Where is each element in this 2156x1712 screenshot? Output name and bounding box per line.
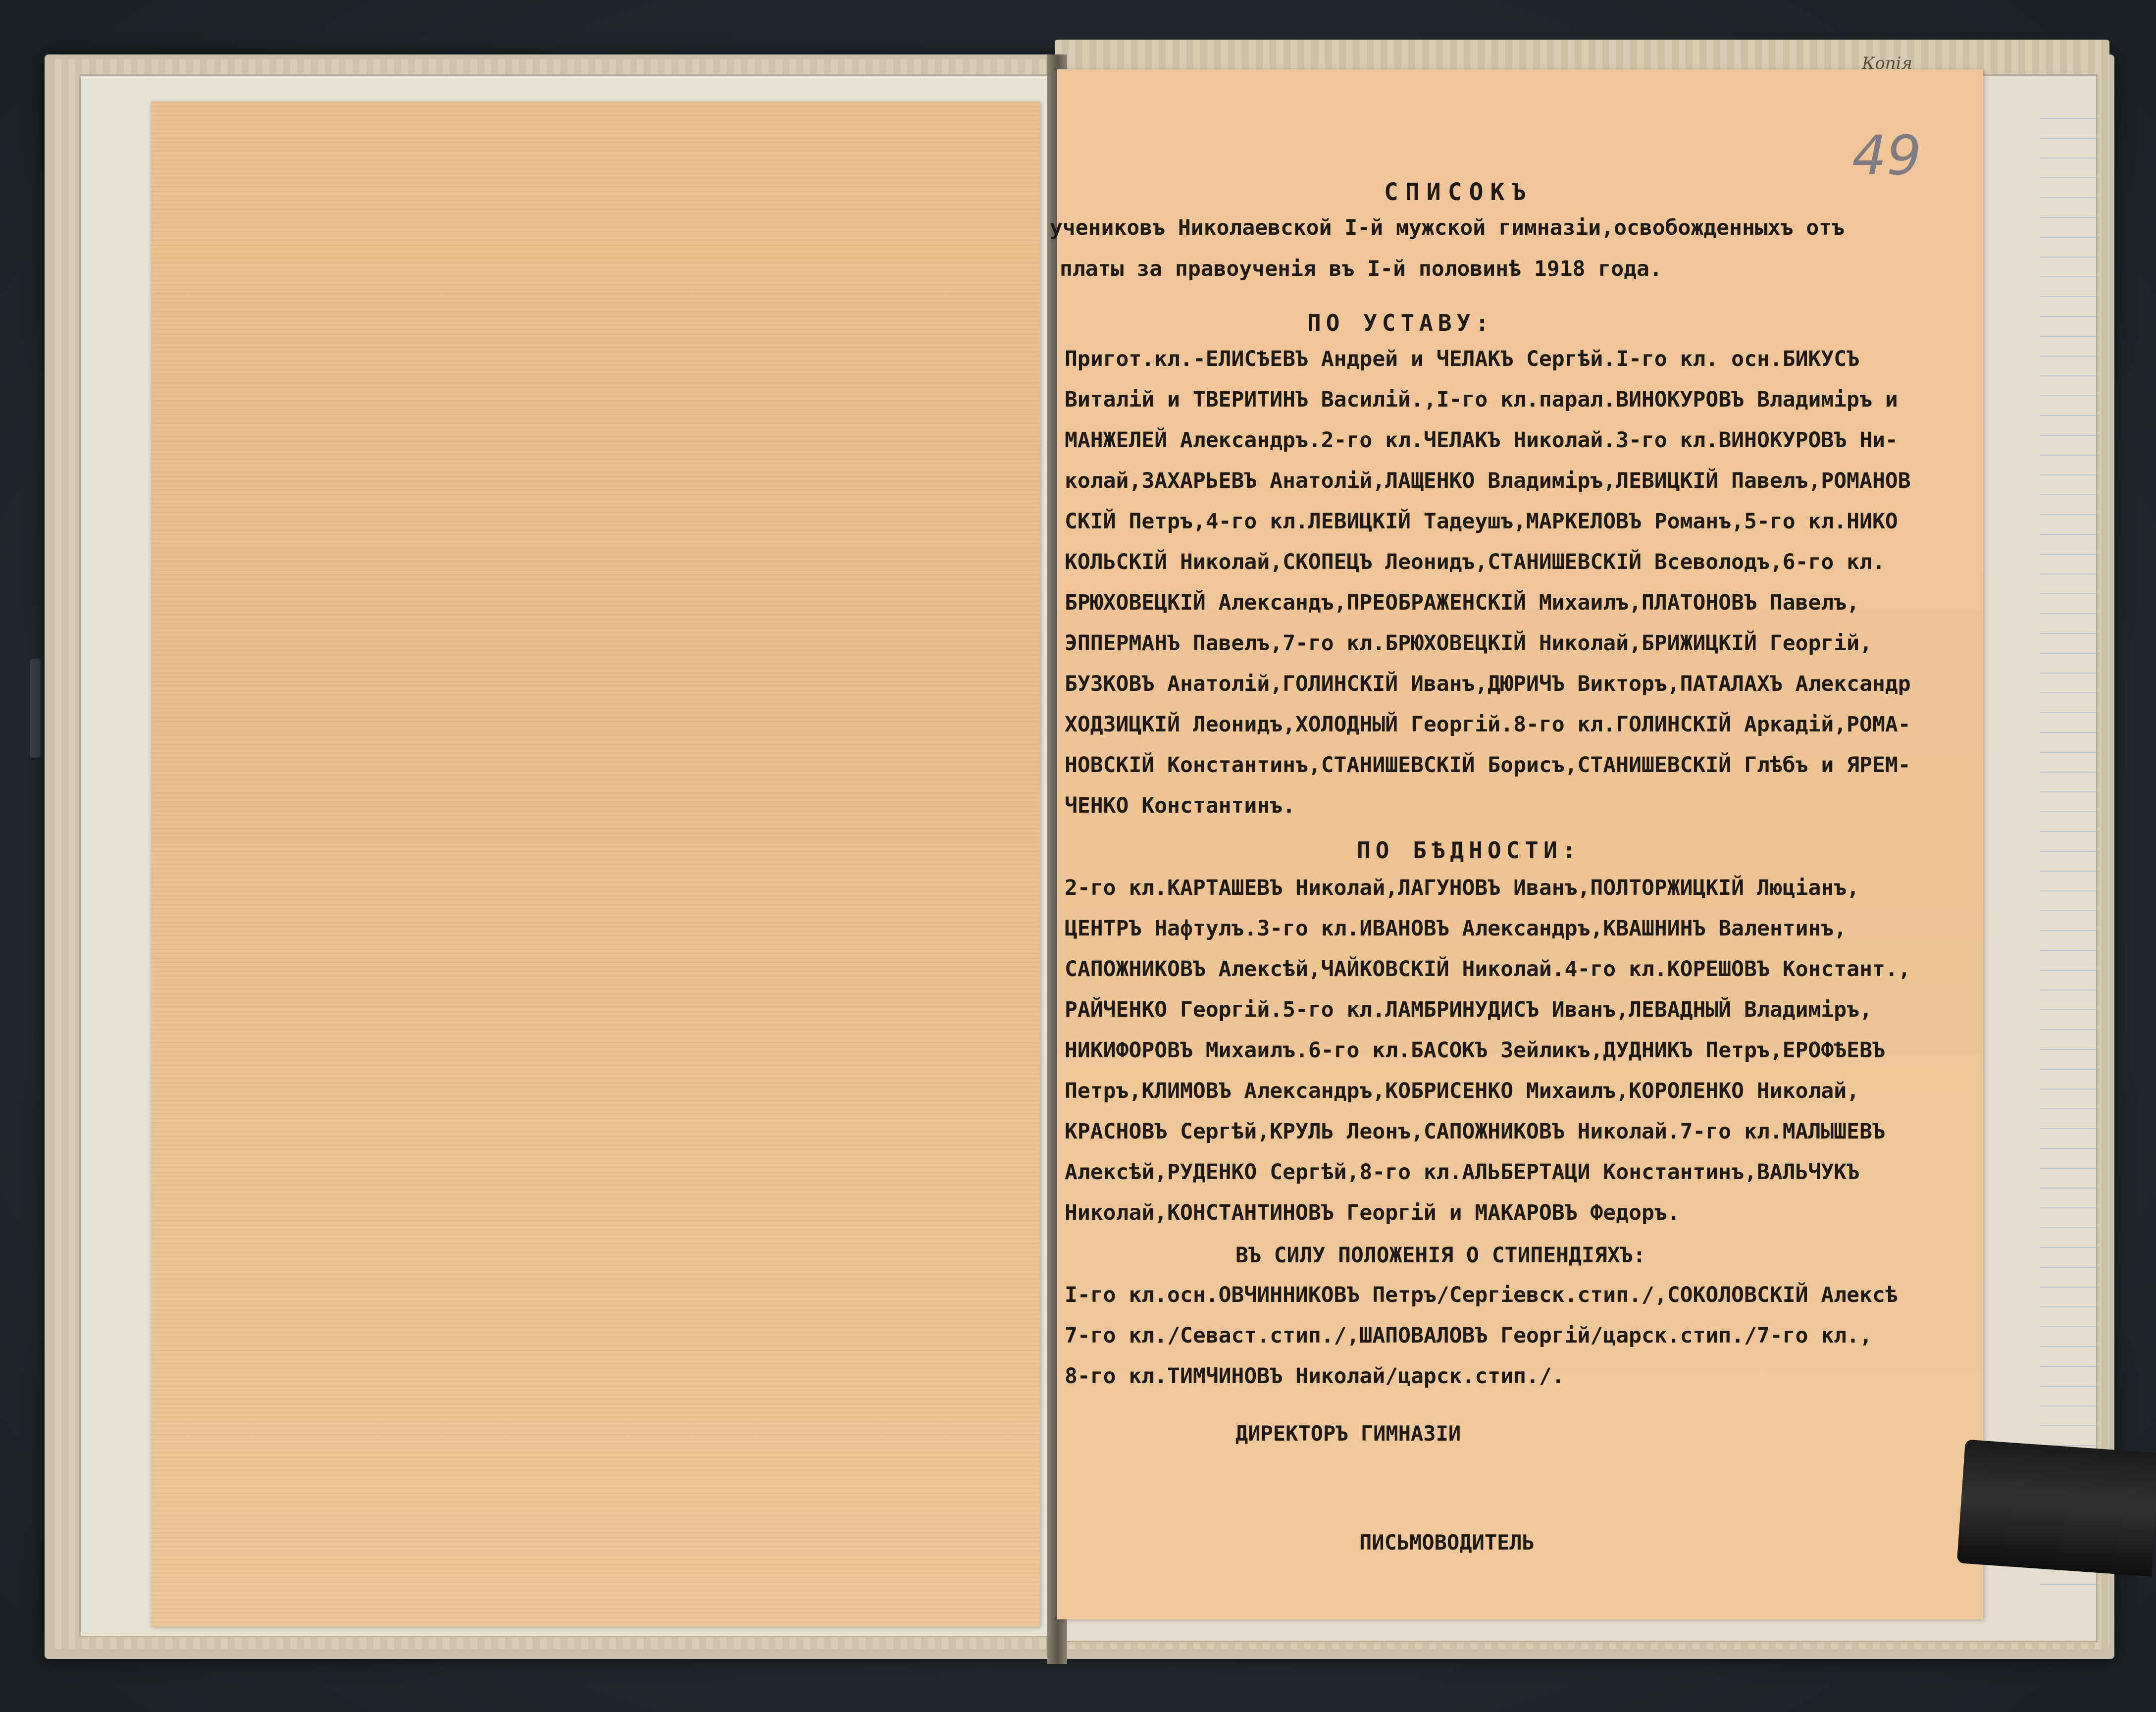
section1-line: БУЗКОВЪ Анатолій,ГОЛИНСКІЙ Иванъ,ДЮРИЧЪ Викторъ,ПАТАЛАХЪ Александр bbox=[1065, 672, 1911, 696]
section1-line: колай,ЗАХАРЬЕВЪ Анатолій,ЛАЩЕНКО Владиміръ,ЛЕВИЦКІЙ Павелъ,РОМАНОВ bbox=[1065, 468, 1911, 493]
section-title-scholarships: ВЪ СИЛУ ПОЛОЖЕНІЯ О СТИПЕНДІЯХЪ: bbox=[1235, 1243, 1646, 1268]
section1-line: ЭППЕРМАНЪ Павелъ,7-го кл.БРЮХОВЕЦКІЙ Николай,БРИЖИЦКІЙ Георгій, bbox=[1065, 631, 1872, 656]
black-tape bbox=[1957, 1440, 2156, 1577]
section3-line: 8-го кл.ТИМЧИНОВЪ Николай/царск.стип./. bbox=[1065, 1364, 1565, 1389]
section2-line: Николай,КОНСТАНТИНОВЪ Георгій и МАКАРОВЪ Федоръ. bbox=[1065, 1200, 1680, 1225]
section1-line: МАНЖЕЛЕЙ Александръ.2-го кл.ЧЕЛАКЪ Николай.3-го кл.ВИНОКУРОВЪ Ни- bbox=[1065, 428, 1898, 453]
section1-line: ХОДЗИЦКІЙ Леонидъ,ХОЛОДНЫЙ Георгій.8-го кл.ГОЛИНСКІЙ Аркадій,РОМА- bbox=[1065, 712, 1911, 737]
section1-line: СКІЙ Петръ,4-го кл.ЛЕВИЦКІЙ Тадеушъ,МАРКЕЛОВЪ Романъ,5-го кл.НИКО bbox=[1065, 509, 1898, 534]
section1-line: КОЛЬСКІЙ Николай,СКОПЕЦЪ Леонидъ,СТАНИШЕВСКІЙ Всеволодъ,6-го кл. bbox=[1065, 550, 1885, 574]
section2-line: РАЙЧЕНКО Георгій.5-го кл.ЛАМБРИНУДИСЪ Иванъ,ЛЕВАДНЫЙ Владиміръ, bbox=[1065, 997, 1872, 1022]
section2-line: 2-го кл.КАРТАШЕВЪ Николай,ЛАГУНОВЪ Иванъ,ПОЛТОРЖИЦКІЙ Люціанъ, bbox=[1065, 876, 1860, 900]
heading-line-2: платы за правоученія въ I-й половинѣ 1918 года. bbox=[1060, 257, 1662, 281]
section1-line: ЧЕНКО Константинъ. bbox=[1065, 793, 1295, 818]
blank-left-page bbox=[151, 102, 1040, 1627]
signature-director: ДИРЕКТОРЪ ГИМНАЗІИ bbox=[1235, 1421, 1461, 1446]
section2-line: НИКИФОРОВЪ Михаилъ.6-го кл.БАСОКЪ Зейликъ,ДУДНИКЪ Петръ,ЕРОФѢЕВЪ bbox=[1065, 1038, 1885, 1063]
section1-line: Виталій и ТВЕРИТИНЪ Василій.,I-го кл.парал.ВИНОКУРОВЪ Владиміръ и bbox=[1065, 387, 1898, 412]
corner-note: Копія bbox=[1862, 53, 1913, 73]
document-title: СПИСОКЪ bbox=[1384, 178, 1533, 206]
section1-line: НОВСКІЙ Константинъ,СТАНИШЕВСКІЙ Борисъ,СТАНИШЕВСКІЙ Глѣбъ и ЯРЕМ- bbox=[1065, 753, 1911, 778]
section3-line: 7-го кл./Севаст.стип./,ШАПОВАЛОВЪ Георгій/царск.стип./7-го кл., bbox=[1065, 1323, 1872, 1348]
ruled-sheet-edge bbox=[2040, 99, 2100, 1585]
section2-line: ЦЕНТРЪ Нафтулъ.3-го кл.ИВАНОВЪ Александръ,КВАШНИНЪ Валентинъ, bbox=[1065, 916, 1847, 941]
section2-line: Петръ,КЛИМОВЪ Александръ,КОБРИСЕНКО Михаилъ,КОРОЛЕНКО Николай, bbox=[1065, 1079, 1860, 1103]
section1-line: Пригот.кл.-ЕЛИСѢЕВЪ Андрей и ЧЕЛАКЪ Сергѣй.I-го кл. осн.БИКУСЪ bbox=[1065, 347, 1860, 371]
section3-line: I-го кл.осн.ОВЧИННИКОВЪ Петръ/Сергіевск.стип./,СОКОЛОВСКІЙ Алексѣ bbox=[1065, 1283, 1898, 1307]
binder-clip bbox=[30, 659, 41, 758]
section-title-by-poverty: ПО БѢДНОСТИ: bbox=[1357, 837, 1581, 864]
signature-clerk: ПИСЬМОВОДИТЕЛЬ bbox=[1359, 1530, 1535, 1555]
section-title-by-statute: ПО УСТАВУ: bbox=[1307, 310, 1494, 336]
section2-line: САПОЖНИКОВЪ Алексѣй,ЧАЙКОВСКІЙ Николай.4-го кл.КОРЕШОВЪ Констант., bbox=[1065, 957, 1911, 982]
heading-line-1: учениковъ Николаевской I-й мужской гимназіи,освобожденныхъ отъ bbox=[1050, 215, 1845, 240]
folio-number: 49 bbox=[1852, 124, 1921, 187]
section2-line: КРАСНОВЪ Сергѣй,КРУЛЬ Леонъ,САПОЖНИКОВЪ Николай.7-го кл.МАЛЫШЕВЪ bbox=[1065, 1119, 1885, 1144]
section1-line: БРЮХОВЕЦКІЙ Александъ,ПРЕОБРАЖЕНСКІЙ Михаилъ,ПЛАТОНОВЪ Павелъ, bbox=[1065, 590, 1860, 615]
section2-line: Алексѣй,РУДЕНКО Сергѣй,8-го кл.АЛЬБЕРТАЦИ Константинъ,ВАЛЬЧУКЪ bbox=[1065, 1160, 1860, 1185]
